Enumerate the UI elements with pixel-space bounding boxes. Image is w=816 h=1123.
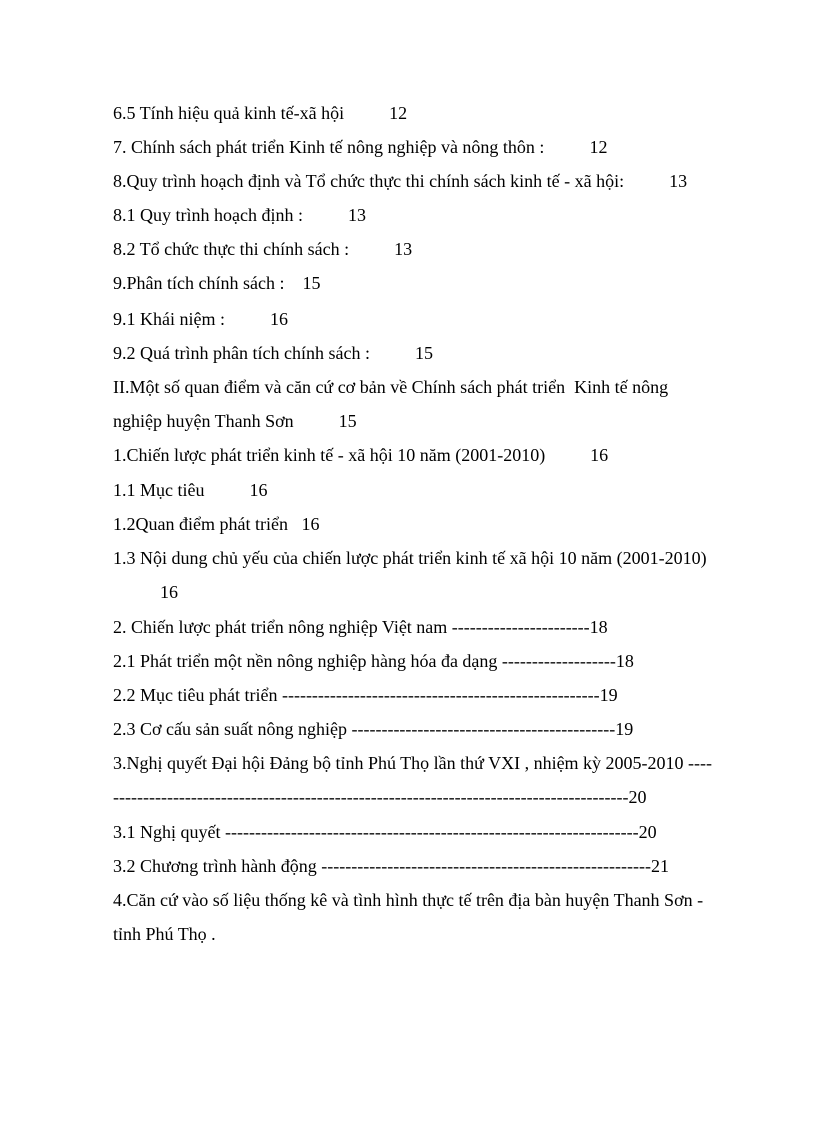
toc-line-1-2: 1.2Quan điểm phát triển 16: [113, 514, 320, 534]
toc-line-8-1: 8.1 Quy trình hoạch định : 13: [113, 205, 366, 225]
toc-line-3-2: 3.2 Chương trình hành động -------------------------------------------------------21: [113, 856, 669, 876]
toc-line-8-2: 8.2 Tổ chức thực thi chính sách : 13: [113, 239, 413, 259]
toc-line-3-cont: --------------------------------------------------------------------------------------20: [113, 787, 647, 807]
toc-line-3-1: 3.1 Nghị quyết ---------------------------------------------------------------------20: [113, 822, 657, 842]
toc-line-4: 4.Căn cứ vào số liệu thống kê và tình hình thực tế trên địa bàn huyện Thanh Sơn -: [113, 890, 704, 910]
toc-line-9-1: 9.1 Khái niệm : 16: [113, 309, 288, 329]
toc-line-1: 1.Chiến lược phát triển kinh tế - xã hội 10 năm (2001-2010) 16: [113, 445, 609, 465]
toc-line-1-3-page: 16: [160, 582, 178, 602]
toc-line-6-5: 6.5 Tính hiệu quả kinh tế-xã hội 12: [113, 103, 408, 123]
toc-line-1-1: 1.1 Mục tiêu 16: [113, 480, 268, 500]
toc-line-2: 2. Chiến lược phát triển nông nghiệp Việt nam -----------------------18: [113, 617, 608, 637]
toc-line-ii: II.Một số quan điểm và căn cứ cơ bản về Chính sách phát triển Kinh tế nông: [113, 377, 669, 397]
toc-line-2-1: 2.1 Phát triển một nền nông nghiệp hàng hóa đa dạng -------------------18: [113, 651, 634, 671]
toc-line-2-2: 2.2 Mục tiêu phát triển -----------------------------------------------------19: [113, 685, 618, 705]
toc-line-3: 3.Nghị quyết Đại hội Đảng bộ tỉnh Phú Thọ lần thứ VXI , nhiệm kỳ 2005-2010 ----: [113, 753, 713, 773]
toc-line-4-cont: tỉnh Phú Thọ .: [113, 924, 216, 944]
toc-line-2-3: 2.3 Cơ cấu sản suất nông nghiệp --------------------------------------------19: [113, 719, 634, 739]
toc-line-1-3: 1.3 Nội dung chủ yếu của chiến lược phát triển kinh tế xã hội 10 năm (2001-2010): [113, 548, 707, 568]
toc-line-7: 7. Chính sách phát triển Kinh tế nông nghiệp và nông thôn : 12: [113, 137, 608, 157]
toc-line-8: 8.Quy trình hoạch định và Tổ chức thực thi chính sách kinh tế - xã hội: 13: [113, 171, 688, 191]
toc-line-ii-cont: nghiệp huyện Thanh Sơn 15: [113, 411, 357, 431]
toc-line-9-2: 9.2 Quá trình phân tích chính sách : 15: [113, 343, 433, 363]
toc-line-9: 9.Phân tích chính sách : 15: [113, 273, 321, 293]
